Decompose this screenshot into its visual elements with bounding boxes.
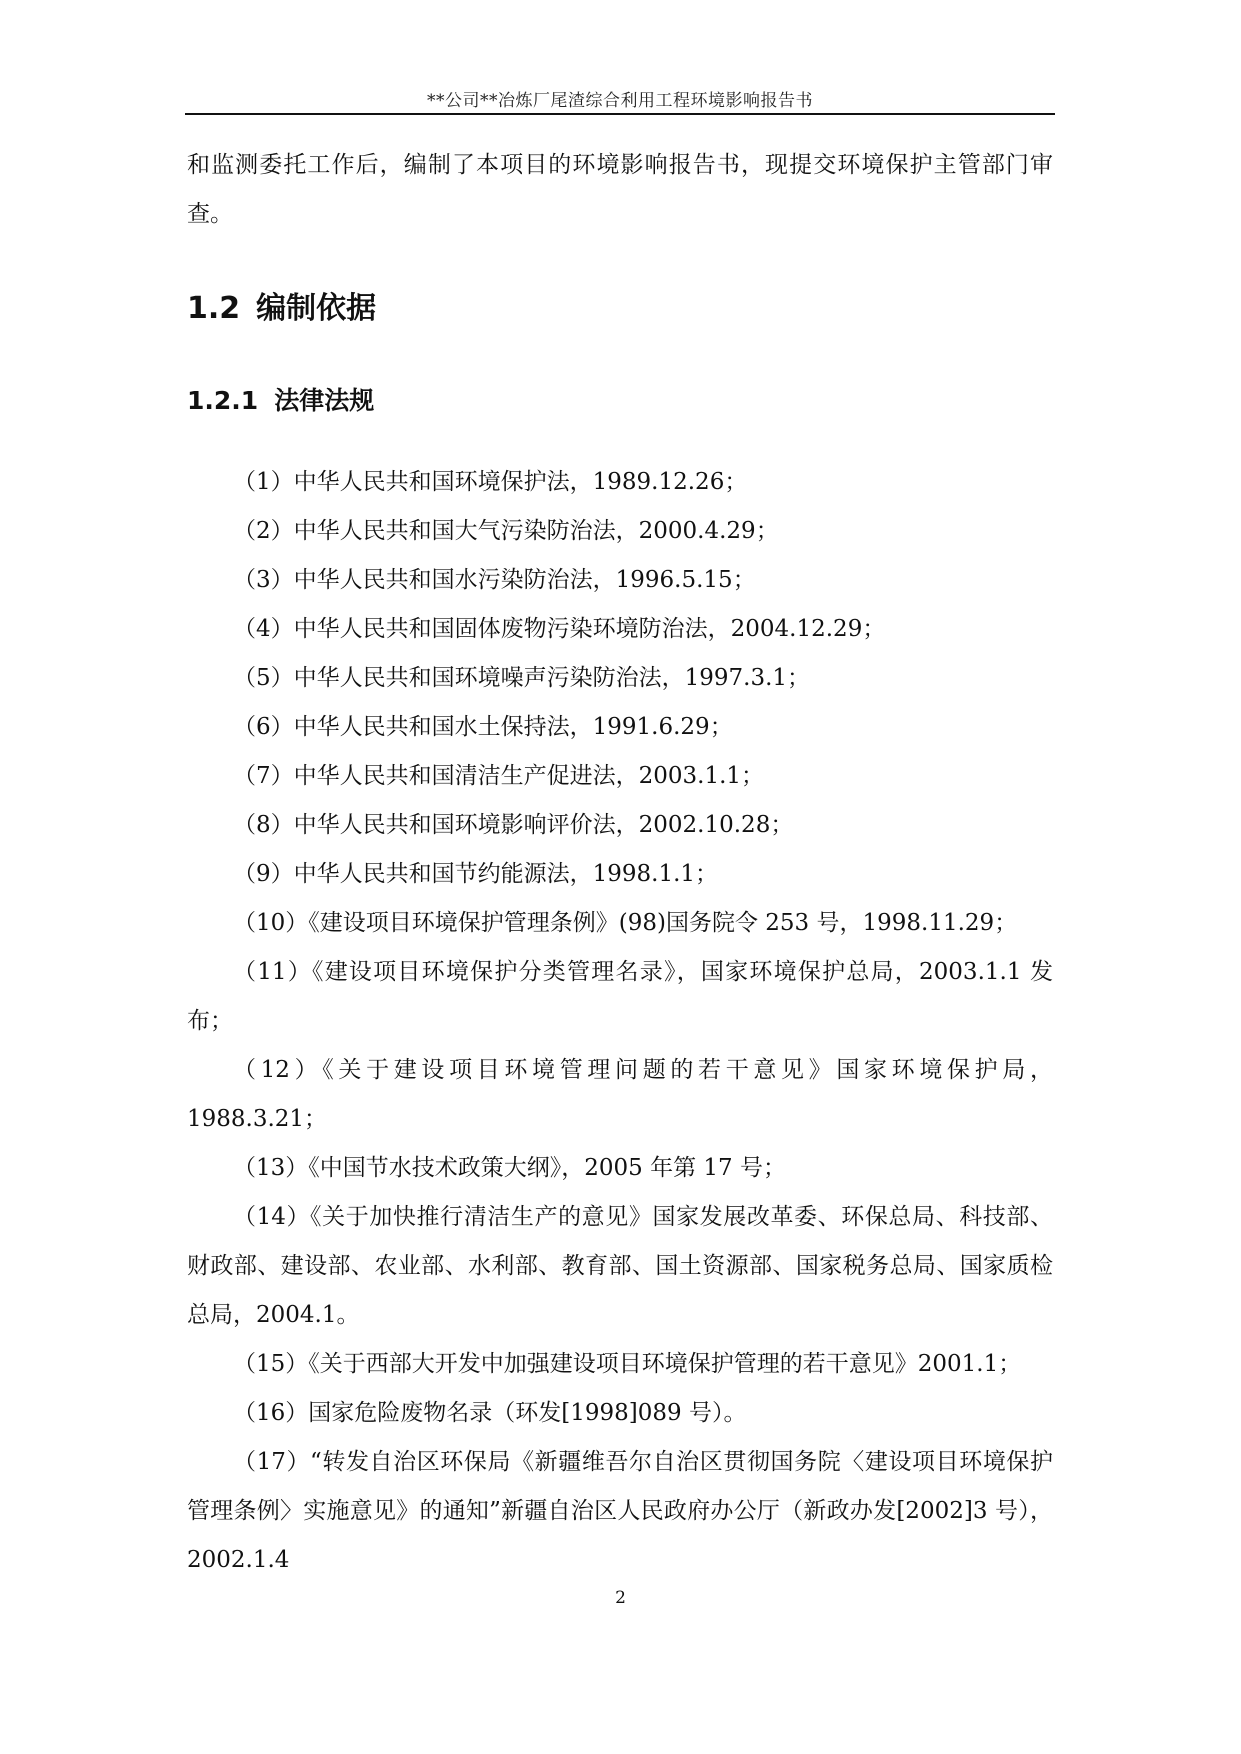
subsection-heading xyxy=(187,381,374,417)
subsection-title: 法律法规 xyxy=(274,386,375,415)
reference-item: （6）中华人民共和国水土保持法，1991.6.29； xyxy=(233,714,733,740)
section-title: 编制依据 xyxy=(256,291,377,326)
reference-item: （5）中华人民共和国环境噪声污染防治法，1997.3.1； xyxy=(233,665,811,691)
header-rule xyxy=(185,113,1055,115)
reference-item: （3）中华人民共和国水污染防治法，1996.5.15； xyxy=(233,567,756,593)
reference-item: （15）《关于西部大开发中加强建设项目环境保护管理的若干意见》2001.1； xyxy=(233,1351,1022,1377)
section-heading xyxy=(187,283,376,327)
reference-item: （12）《关于建设项目环境管理问题的若干意见》国家环境保护局，1988.3.21； xyxy=(187,1057,1053,1132)
reference-item: （4）中华人民共和国固体废物污染环境防治法，2004.12.29； xyxy=(233,616,886,642)
reference-item: （13）《中国节水技术政策大纲》，2005 年第 17 号； xyxy=(233,1155,786,1181)
reference-item: （14）《关于加快推行清洁生产的意见》国家发展改革委、环保总局、科技部、财政部、建设部、农业部、水利部、教育部、国土资源部、国家税务总局、国家质检总局，2004.1。 xyxy=(187,1204,1053,1328)
reference-item: （10）《建设项目环境保护管理条例》(98)国务院令 253 号，1998.11.29； xyxy=(233,910,1018,936)
reference-item: （17）“转发自治区环保局《新疆维吾尔自治区贯彻国务院〈建设项目环境保护管理条例〉实施意见》的通知”新疆自治区人民政府办公厅（新政办发[2002]3 号），2002.1.4 xyxy=(187,1449,1053,1573)
running-header: **公司**冶炼厂尾渣综合利用工程环境影响报告书 xyxy=(427,91,813,111)
reference-item: （9）中华人民共和国节约能源法，1998.1.1； xyxy=(233,861,719,887)
intro-paragraph: 和监测委托工作后，编制了本项目的环境影响报告书，现提交环境保护主管部门审查。 xyxy=(187,152,1053,227)
subsection-number: 1.2.1 xyxy=(187,386,259,415)
section-number: 1.2 xyxy=(187,291,241,326)
reference-item: （1）中华人民共和国环境保护法，1989.12.26； xyxy=(233,469,748,495)
reference-list xyxy=(187,458,1053,1585)
reference-item: （16）国家危险废物名录（环发[1998]089 号）。 xyxy=(233,1400,747,1426)
reference-item: （8）中华人民共和国环境影响评价法，2002.10.28； xyxy=(233,812,794,838)
reference-item: （11）《建设项目环境保护分类管理名录》，国家环境保护总局，2003.1.1 发布； xyxy=(187,959,1053,1034)
page-number: 2 xyxy=(615,1588,626,1608)
reference-item: （7）中华人民共和国清洁生产促进法，2003.1.1； xyxy=(233,763,765,789)
reference-item: （2）中华人民共和国大气污染防治法，2000.4.29； xyxy=(233,518,779,544)
